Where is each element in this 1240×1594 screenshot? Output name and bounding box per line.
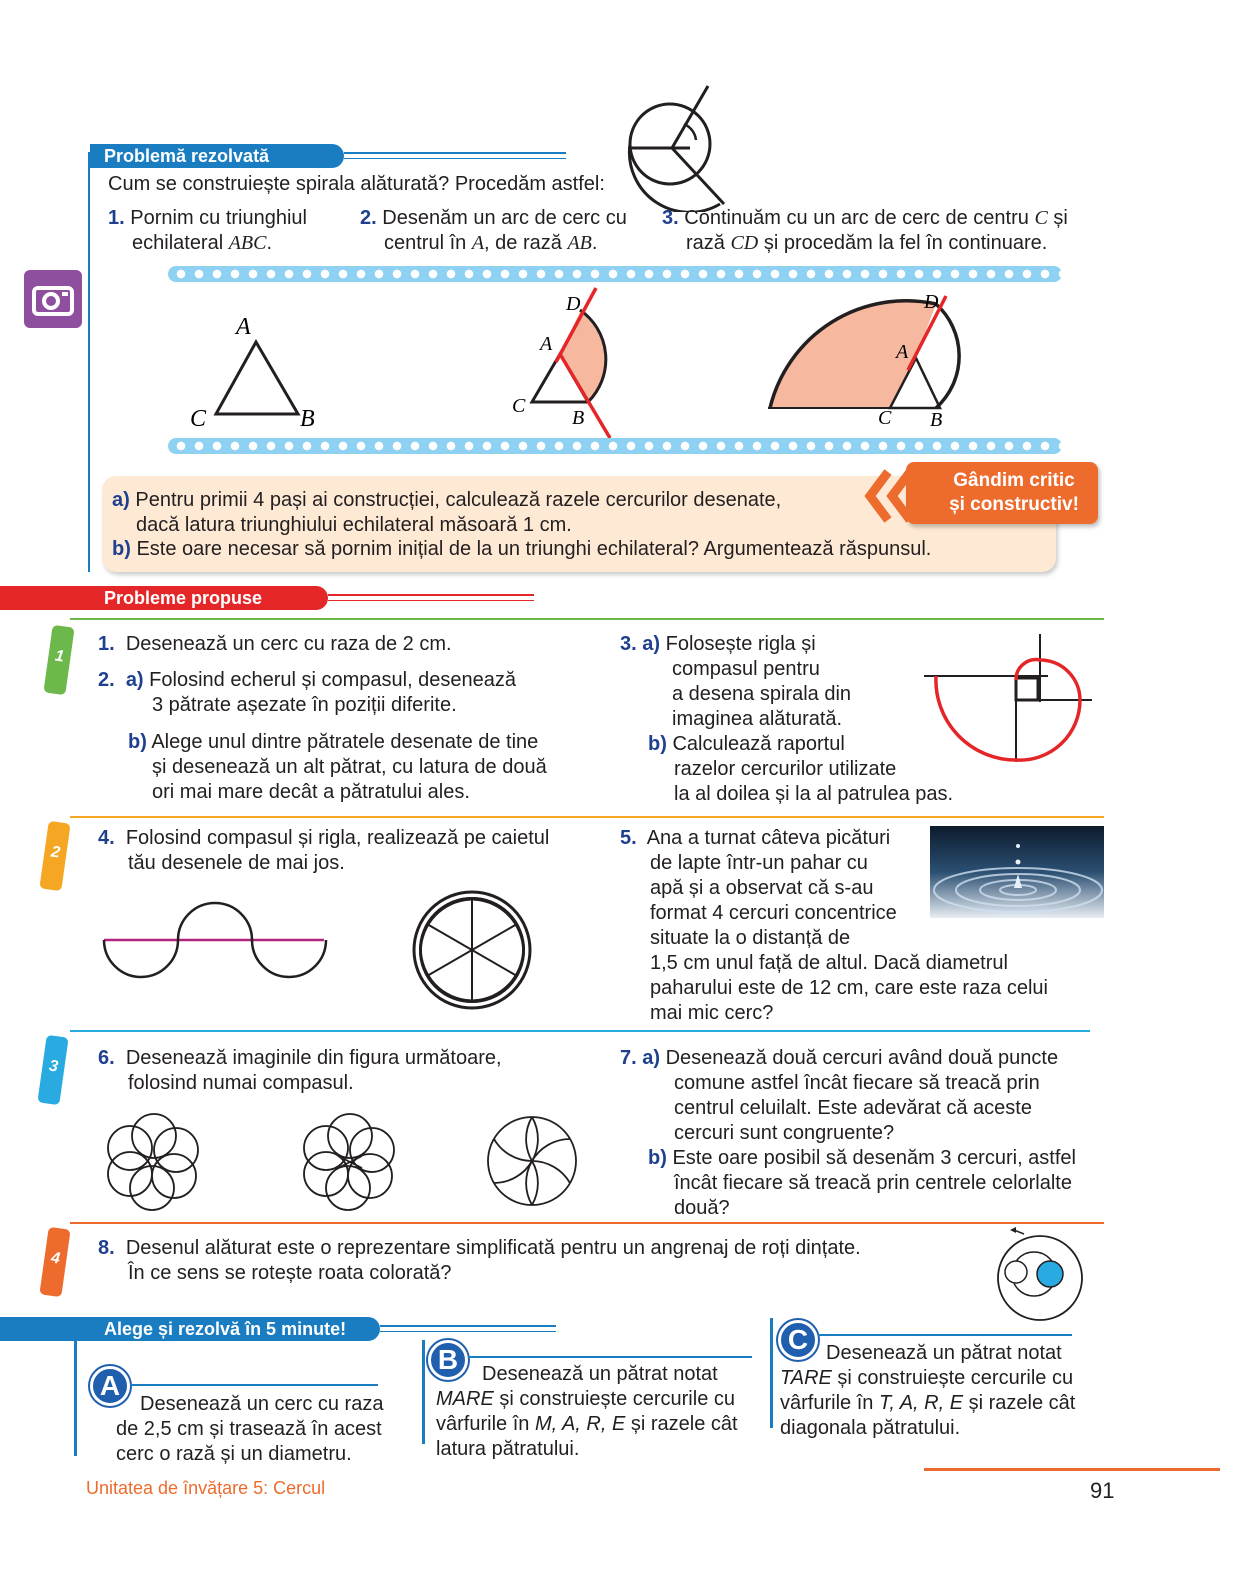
problem-text: Folosește rigla și	[665, 633, 816, 655]
gear-wheels-figure	[990, 1226, 1090, 1326]
film-strip-top	[168, 266, 1062, 282]
problem-text: la al doilea și la al patrulea pas.	[674, 783, 954, 805]
water-drop-photo	[930, 826, 1104, 918]
problem-text: Folosind echerul și compasul, desenează	[149, 669, 517, 691]
problem-text: centrul celuilalt. Este adevărat că aceste	[674, 1097, 1032, 1119]
level-2-rule	[70, 816, 1104, 818]
label-C: C	[512, 395, 526, 417]
step-text: Desenăm un arc de cerc cu	[382, 207, 627, 229]
choice-a-left-line	[74, 1340, 77, 1456]
problem-number: 4.	[98, 827, 115, 849]
choice-text: Desenează un cerc cu raza	[140, 1393, 384, 1415]
problem-text: tău desenele de mai jos.	[128, 852, 345, 874]
problem-text: și desenează un alt pătrat, cu latura de două	[152, 756, 547, 778]
problem-text: Folosind compasul și rigla, realizează pe caietul	[125, 827, 550, 849]
problem-number: 8.	[98, 1237, 115, 1259]
question-text: Pentru primii 4 pași ai construcției, calculează razele cercurilor desenate,	[135, 489, 782, 511]
choice-b-badge: B	[428, 1340, 468, 1380]
choice-text: vârfurile în	[436, 1413, 535, 1435]
problem-number: 5.	[620, 827, 637, 849]
choice-text: de 2,5 cm și trasează în acest	[116, 1418, 382, 1440]
critical-question-a	[112, 488, 781, 538]
level-1-crayon	[43, 625, 74, 695]
choice-c-text	[780, 1341, 1110, 1441]
question-label: a)	[112, 489, 130, 511]
label-B: B	[572, 407, 585, 429]
problem-text: cercuri sunt congruente?	[674, 1122, 895, 1144]
choice-b-text	[436, 1362, 766, 1462]
choose-banner-rule	[380, 1325, 556, 1327]
choice-text: diagonala pătratului.	[780, 1417, 961, 1439]
subpart-label: a)	[642, 633, 661, 655]
label-D: D	[924, 291, 939, 313]
critical-thinking-badge	[906, 462, 1098, 524]
solved-banner-rule-2	[344, 158, 566, 159]
problem-text: două?	[674, 1197, 730, 1219]
problem-text: mai mic cerc?	[650, 1002, 774, 1024]
step-text: echilateral	[132, 232, 229, 254]
footer-rule	[924, 1468, 1220, 1471]
choice-a-badge: A	[90, 1366, 130, 1406]
left-margin-line	[88, 152, 90, 572]
subpart-label: b)	[648, 1147, 667, 1169]
label-A: A	[236, 314, 251, 340]
problem-number: 6.	[98, 1047, 115, 1069]
solved-banner-rule	[344, 152, 566, 154]
step-var: ABC	[228, 232, 267, 254]
step-text: rază	[686, 232, 731, 254]
step-text: .	[266, 232, 273, 254]
problem-text: a desena spirala din	[672, 683, 852, 705]
problem-text: Desenează un cerc cu raza de 2 cm.	[125, 633, 452, 655]
choice-b-left-line	[422, 1340, 425, 1444]
proposed-banner-rule	[328, 594, 534, 596]
step-number: 3.	[662, 207, 679, 229]
label-C: C	[190, 406, 207, 432]
construction-figures	[160, 284, 1040, 438]
spiral-illustration	[600, 82, 740, 212]
level-4-rule	[70, 1222, 1104, 1224]
critical-thinking-title-1: Gândim critic	[953, 470, 1075, 491]
problem-6	[98, 1046, 598, 1096]
solved-intro: Cum se construiește spirala alăturată? Procedăm astfel:	[108, 173, 605, 195]
level-4-crayon	[39, 1227, 70, 1297]
step-text: centrul în	[384, 232, 472, 254]
critical-question-b	[112, 537, 931, 562]
step-text: Continuăm cu un arc de cerc de centru	[684, 207, 1035, 229]
choice-a-text	[116, 1392, 406, 1467]
choice-text: cerc o rază și un diametru.	[116, 1443, 352, 1465]
problem-text: Alege unul dintre pătratele desenate de tine	[151, 731, 539, 753]
subpart-label: a)	[125, 669, 144, 691]
problem-text: comune astfel încât fiecare să treacă prin	[674, 1072, 1040, 1094]
step-text: și	[1047, 207, 1068, 229]
step-1	[108, 206, 348, 256]
step-var: C	[1034, 207, 1048, 229]
step-number: 1.	[108, 207, 125, 229]
step-text: Pornim cu triunghiul	[130, 207, 307, 229]
problem-number: 3.	[620, 633, 637, 655]
choose-banner: Alege și rezolvă în 5 minute!	[0, 1317, 380, 1341]
step-text: și procedăm la fel în continuare.	[758, 232, 1048, 254]
problem-text: Ana a turnat câteva picături	[646, 827, 891, 849]
level-number: 4	[49, 1249, 62, 1268]
step-var: CD	[730, 232, 759, 254]
problem-number: 7.	[620, 1047, 637, 1069]
problem-2	[98, 668, 598, 805]
label-B: B	[300, 406, 315, 432]
camera-icon	[24, 270, 82, 328]
step-var: A	[471, 232, 485, 254]
wave-figure	[100, 900, 330, 982]
step-var: AB	[567, 232, 592, 254]
problem-number: 2.	[98, 669, 115, 691]
question-label: b)	[112, 538, 131, 560]
choice-text: latura pătratului.	[436, 1438, 580, 1460]
problem-text: încât fiecare să treacă prin centrele celorlalte	[674, 1172, 1072, 1194]
label-B: B	[930, 409, 943, 431]
problem-text: paharului este de 12 cm, care este raza celui	[650, 977, 1048, 999]
step-number: 2.	[360, 207, 377, 229]
level-1-rule	[70, 618, 1104, 620]
level-number: 2	[49, 843, 62, 862]
label-D: D	[566, 293, 581, 315]
choice-a-rule	[130, 1384, 378, 1386]
label-C: C	[878, 407, 892, 429]
footer-unit: Unitatea de învățare 5: Cercul	[86, 1478, 326, 1498]
problem-text: Desenează imaginile din figura următoare,	[125, 1047, 502, 1069]
choice-text: și construiește cercurile cu	[831, 1367, 1074, 1389]
problem-4	[98, 826, 598, 876]
problem-text: compasul pentru	[672, 658, 820, 680]
question-text: dacă latura triunghiului echilateral măsoară 1 cm.	[136, 514, 572, 536]
problem-text: razelor cercurilor utilizate	[674, 758, 897, 780]
step-text: , de rază	[484, 232, 568, 254]
choose-banner-rule-2	[380, 1331, 556, 1332]
flower-of-life-figure	[408, 886, 536, 1014]
proposed-banner: Probleme propuse	[0, 586, 328, 610]
problem-text: 3 pătrate așezate în poziții diferite.	[152, 694, 457, 716]
chevron-left-icon	[862, 468, 922, 524]
question-text: Este oare necesar să pornim inițial de la un triunghi echilateral? Argumentează răspunsul.	[136, 538, 932, 560]
level-number: 1	[53, 647, 66, 666]
problem-text: imaginea alăturată.	[672, 708, 843, 730]
choice-text: și construiește cercurile cu	[493, 1388, 735, 1410]
page-number: 91	[1090, 1478, 1115, 1503]
level-3-crayon	[37, 1035, 68, 1105]
problem-text: situate la o distanță de	[650, 927, 851, 949]
choice-var: TARE	[780, 1367, 832, 1389]
subpart-label: b)	[648, 733, 667, 755]
choice-var: MARE	[436, 1388, 494, 1410]
problem-text: Desenul alăturat este o reprezentare simplificată pentru un angrenaj de roți dințate.	[125, 1237, 861, 1259]
problem-text: apă și a observat că s-au	[650, 877, 874, 899]
choice-text: Desenează un pătrat notat	[482, 1363, 718, 1385]
label-A: A	[540, 333, 553, 355]
subpart-label: a)	[642, 1047, 661, 1069]
label-A: A	[896, 341, 909, 363]
step-text: .	[591, 232, 598, 254]
choice-text: Desenează un pătrat notat	[826, 1342, 1062, 1364]
problem-text: Este oare posibil să desenăm 3 cercuri, astfel	[672, 1147, 1076, 1169]
step-3	[662, 206, 1112, 256]
problem-text: folosind numai compasul.	[128, 1072, 354, 1094]
solved-banner: Problemă rezolvată	[90, 144, 344, 168]
proposed-banner-rule-2	[328, 600, 534, 601]
level-2-crayon	[39, 821, 70, 891]
problem-number: 1.	[98, 633, 115, 655]
compass-figures	[96, 1106, 596, 1216]
problem-text: Calculează raportul	[672, 733, 845, 755]
choice-var: T, A, R, E	[878, 1392, 964, 1414]
problem-text: În ce sens se rotește roata colorată?	[128, 1262, 452, 1284]
film-strip-bottom	[168, 438, 1062, 454]
choice-c-left-line	[770, 1318, 773, 1428]
subpart-label: b)	[128, 731, 147, 753]
problem-text: 1,5 cm unul față de altul. Dacă diametrul	[650, 952, 1008, 974]
choice-b-rule	[468, 1356, 752, 1358]
choice-c-badge: C	[778, 1320, 818, 1360]
level-3-rule	[70, 1030, 1090, 1032]
problem-1	[98, 632, 452, 657]
choice-text: vârfurile în	[780, 1392, 879, 1414]
level-number: 3	[47, 1057, 60, 1076]
step-2	[360, 206, 660, 256]
choice-var: M, A, R, E	[534, 1413, 626, 1435]
problem-7	[620, 1046, 1110, 1221]
problem-8	[98, 1236, 958, 1286]
problem-text: ori mai mare decât a pătratului ales.	[152, 781, 470, 803]
problem-text: de lapte într-un pahar cu	[650, 852, 868, 874]
choice-text: și razele cât	[963, 1392, 1076, 1414]
choice-c-rule	[818, 1334, 1072, 1336]
problem-text: Desenează două cercuri având două puncte	[665, 1047, 1059, 1069]
choice-text: și razele cât	[625, 1413, 738, 1435]
critical-thinking-title-2: și constructiv!	[949, 494, 1079, 515]
golden-spiral-figure	[920, 632, 1100, 772]
problem-text: format 4 cercuri concentrice	[650, 902, 897, 924]
